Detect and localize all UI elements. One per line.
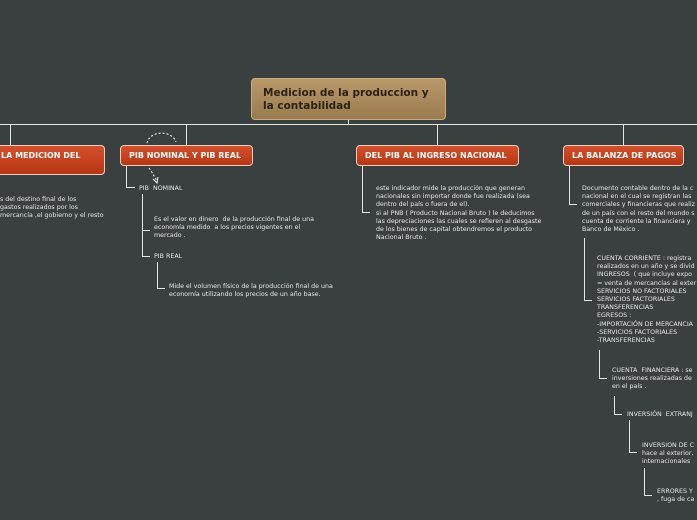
cuenta-corriente-text: CUENTA CORRIENTE : registra realizados en un año y se divid INGRESOS ( que incluye expo = venta de mercancías al exter SERVICIOS NO FACTORIALES SERVICIOS FACTORIALES TRANSFERENCIAS EGRESOS : -IMPORTACIÓN DE MERCANCIA -SERVICIOS FACTORIALES -TRANSFERENCIAS [597, 255, 697, 345]
balanza-desc-connector [570, 166, 578, 205]
ingreso-description: este indicador mide la producción que generan nacionales sin importar donde fue realizada (sea dentro del país o fuera de el). si al PNB ( Producto Nacional Bruto ) le deducimos las depreciaciones las cuales se refieren al desgaste de los bienes de capital obtendremos el producto Nacional Bruto . [376, 185, 542, 242]
pib-nominal-desc-connector [143, 194, 151, 231]
pib-real-connector [143, 230, 151, 257]
pib-real-label[interactable]: PIB REAL [154, 253, 183, 260]
branch-pib-nominal-real[interactable]: PIB NOMINAL Y PIB REAL [120, 145, 253, 166]
cuenta-corriente-connector [585, 238, 593, 301]
root-topic[interactable]: Medicion de la produccion y la contabilidad [251, 78, 446, 120]
branch-balanza-pagos[interactable]: LA BALANZA DE PAGOS [563, 145, 684, 166]
inversion-exterior-connector [630, 420, 638, 453]
cuenta-financiera-connector [600, 350, 608, 379]
pib-nominal-label[interactable]: PIB NOMINAL [139, 185, 183, 192]
cuenta-financiera-text: CUENTA FINANCIERA : se inversiones realizadas de en el país . [612, 367, 693, 391]
pib-real-desc-connector [158, 262, 166, 289]
pib-nominal-description: Es el valor en dinero de la producción final de una economía medido a los precios vigentes en el mercado . [154, 216, 315, 240]
relationship-arrow [147, 133, 176, 143]
ingreso-desc-connector [363, 166, 371, 213]
pib-real-description: Mide el volumen físico de la producción final de una economía utilizando los precios de un año base. [169, 283, 333, 299]
left-description: s del destino final de los gastos realizados por los mercancía ,el gobierno y el resto [0, 196, 104, 220]
inversion-extranjera-connector [615, 396, 623, 415]
branch-ingreso-nacional[interactable]: DEL PIB AL INGRESO NACIONAL [356, 145, 519, 166]
balanza-description: Documento contable dentro de la c nacional en el cual se registran las comerciales y financieras que realiz de un país con el resto del mundo s cuenta de corriente la financiera y Banco de México . [582, 185, 695, 234]
inversion-exterior-text: INVERSION DE C hace al exterior, internacionales [642, 442, 694, 466]
inversion-extranjera-text[interactable]: INVERSIÓN EXTRANJ [627, 411, 693, 418]
errores-connector [645, 468, 653, 496]
errores-text: ERRORES Y , fuga de ca [657, 488, 695, 504]
pib-nominal-connector [127, 166, 136, 188]
branch-la-medicion[interactable]: LA MEDICION DEL [0, 145, 105, 175]
